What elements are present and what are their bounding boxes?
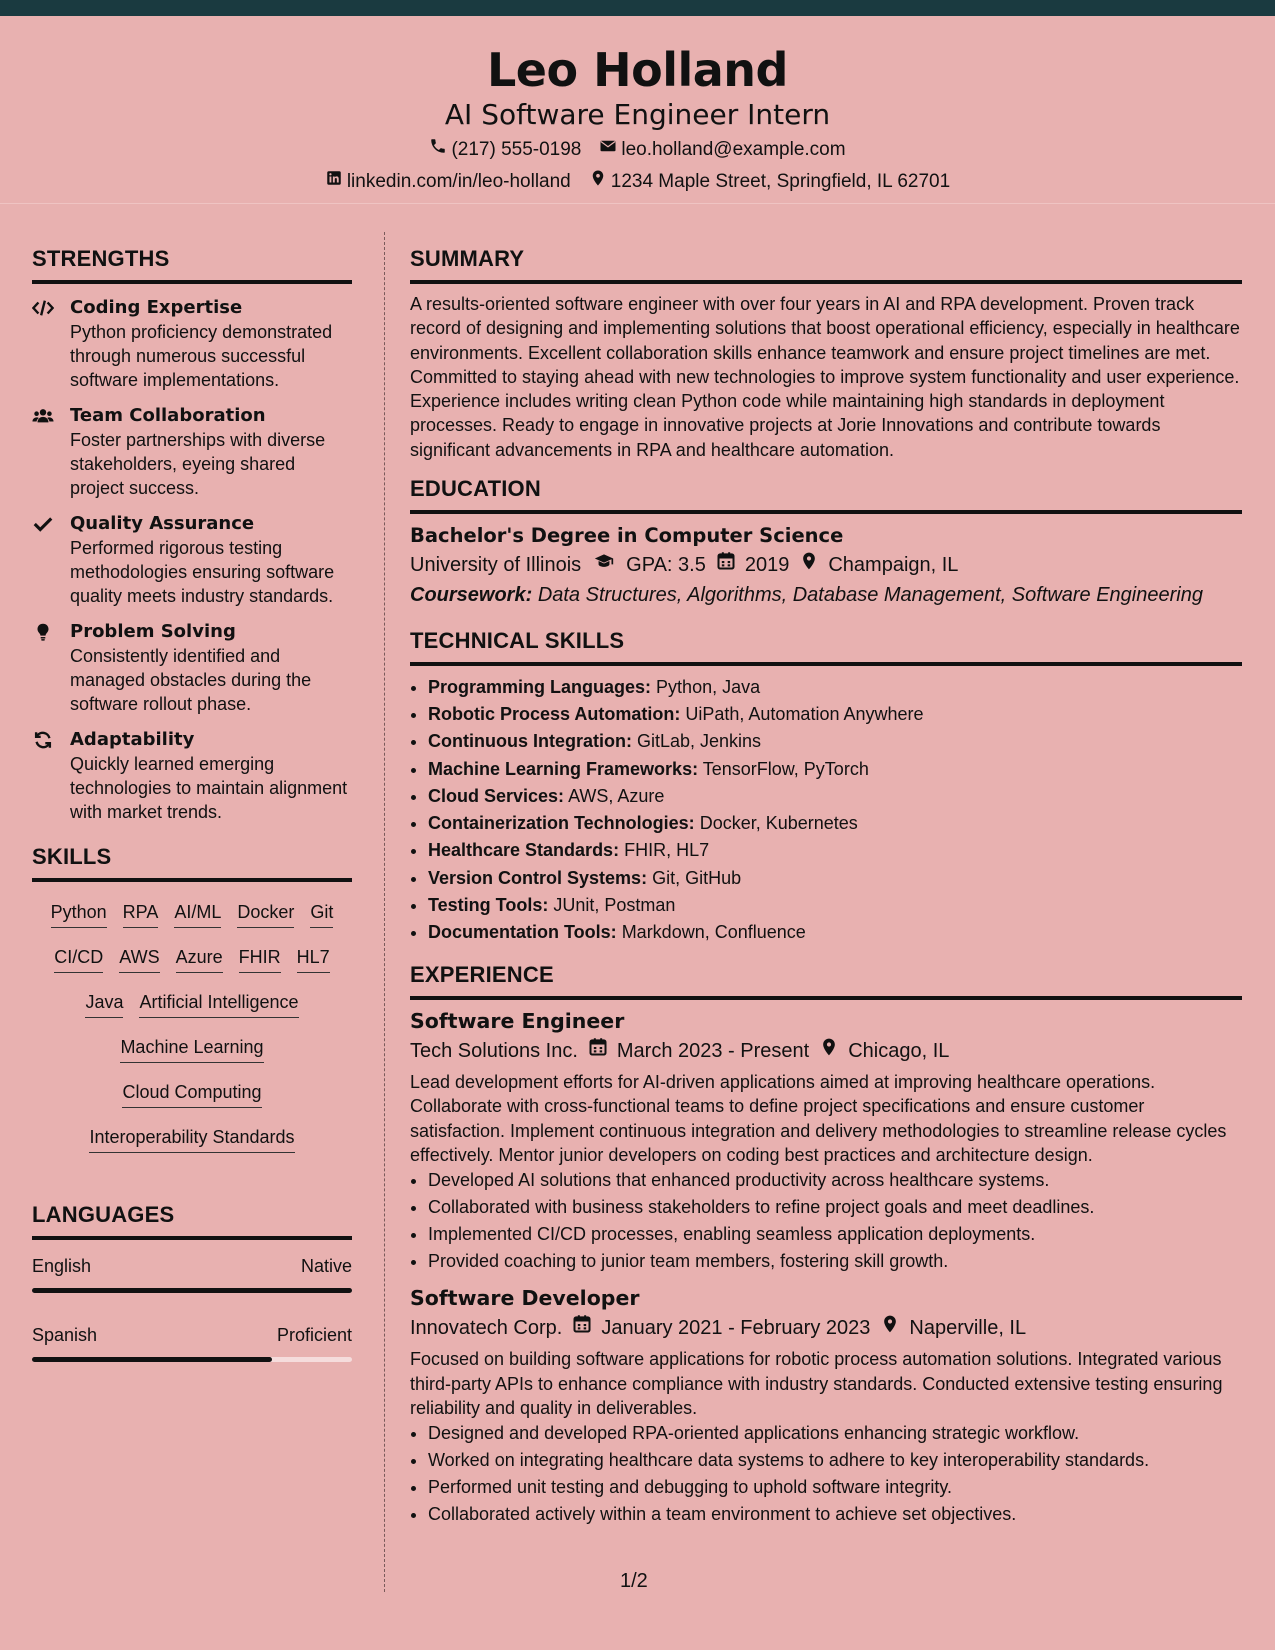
list-item: • Designed and developed RPA-oriented applications enhancing strategic workflow. <box>428 1420 1242 1447</box>
map-pin-icon <box>589 168 607 196</box>
list-item: • Implemented CI/CD processes, enabling seamless application deployments. <box>428 1221 1242 1248</box>
skill-tag: Interoperability Standards <box>89 1123 294 1153</box>
skill-tag: AI/ML <box>174 898 221 928</box>
skill-label: Robotic Process Automation: <box>428 704 681 725</box>
skills-tags <box>32 890 352 1160</box>
job-description: Focused on building software applications for robotic process automation solutions. Integrated various third-party APIs to enhance compliance with industry standards. Conducted extensive testing ensuring reliability and quality in deliverables. <box>410 1349 1223 1418</box>
graduation-cap-icon <box>591 550 617 580</box>
company-name: Tech Solutions Inc. <box>410 1040 578 1063</box>
strength-title: Problem Solving <box>70 621 236 642</box>
skill-value: Markdown, Confluence <box>621 921 806 942</box>
skill-tag: CI/CD <box>54 943 103 973</box>
skill-tag: Docker <box>237 898 294 928</box>
strength-title: Quality Assurance <box>70 513 255 534</box>
coursework-label: Coursework: <box>410 584 533 607</box>
achievements-list <box>410 1420 1242 1528</box>
column-divider <box>384 232 385 1592</box>
strength-title: Coding Expertise <box>70 297 243 318</box>
phone-icon <box>429 136 447 164</box>
contact-row-2 <box>0 168 1275 196</box>
strengths-heading: STRENGTHS <box>32 244 352 284</box>
calendar-icon <box>716 550 736 580</box>
school-name: University of Illinois <box>410 554 582 577</box>
skill-value: AWS, Azure <box>568 785 665 806</box>
skill-label: Version Control Systems: <box>428 867 648 888</box>
phone-text[interactable]: (217) 555-0198 <box>451 139 582 160</box>
code-icon <box>32 296 58 392</box>
language-name: English <box>32 1256 92 1276</box>
candidate-name: Leo Holland <box>487 43 788 97</box>
strength-title: Team Collaboration <box>70 405 266 426</box>
skill-tag: Azure <box>176 943 223 973</box>
calendar-icon <box>572 1313 592 1343</box>
graduation-year: 2019 <box>744 554 790 577</box>
list-item <box>428 837 1242 864</box>
skill-value: UiPath, Automation Anywhere <box>685 704 924 725</box>
address-contact <box>589 168 950 196</box>
strength-desc: Foster partnerships with diverse stakeholders, eyeing shared project success. <box>70 430 326 498</box>
list-item: • Worked on integrating healthcare data systems to adhere to key interoperability standards. <box>428 1447 1242 1474</box>
skill-tag: AWS <box>119 943 159 973</box>
technical-skills-section <box>410 626 1242 946</box>
check-icon <box>32 512 58 608</box>
skill-label: Containerization Technologies: <box>428 813 695 834</box>
skill-tag: Cloud Computing <box>122 1078 261 1108</box>
skill-value: Docker, Kubernetes <box>699 813 858 834</box>
location-meta <box>880 1313 1026 1343</box>
education-section <box>410 474 1242 610</box>
location-meta <box>799 550 958 580</box>
strength-item <box>32 404 352 500</box>
linkedin-text[interactable]: linkedin.com/in/leo-holland <box>346 171 571 192</box>
strength-item <box>32 296 352 392</box>
list-item: • Collaborated actively within a team environment to achieve set objectives. <box>428 1501 1242 1528</box>
achievements-list <box>410 1167 1242 1275</box>
list-item <box>428 701 1242 728</box>
skill-value: FHIR, HL7 <box>624 840 710 861</box>
candidate-title: AI Software Engineer Intern <box>444 98 831 131</box>
strength-item <box>32 512 352 608</box>
education-location: Champaign, IL <box>828 554 959 577</box>
skill-tag: Artificial Intelligence <box>139 988 298 1018</box>
list-item <box>428 756 1242 783</box>
technical-skills-heading: TECHNICAL SKILLS <box>410 626 1242 666</box>
strength-desc: Quickly learned emerging technologies to maintain alignment with market trends. <box>70 754 348 822</box>
dates-meta <box>572 1313 870 1343</box>
skill-tag: Java <box>85 988 123 1018</box>
skill-label: Testing Tools: <box>428 894 549 915</box>
list-item <box>428 919 1242 946</box>
email-text[interactable]: leo.holland@example.com <box>621 139 846 160</box>
language-level: Proficient <box>276 1325 352 1345</box>
skill-row <box>32 1070 352 1115</box>
job-description: Lead development efforts for AI-driven applications aimed at improving healthcare operations. Collaborate with cross-functional teams to define project specifications and ensure customer satisfaction. Implement continuous integration and delivery methodologies to streamline release cycles effectively. Mentor junior developers on coding best practices and architecture design. <box>410 1072 1227 1165</box>
list-item <box>428 892 1242 919</box>
language-proficiency-fill <box>32 1288 352 1293</box>
gpa-meta <box>591 550 706 580</box>
skill-label: Cloud Services: <box>428 785 565 806</box>
skill-label: Continuous Integration: <box>428 731 632 752</box>
linkedin-contact <box>325 168 571 196</box>
right-column <box>410 244 1242 1528</box>
skill-row <box>32 890 352 935</box>
skill-tag: FHIR <box>239 943 281 973</box>
language-level: Native <box>300 1256 352 1276</box>
strength-desc: Performed rigorous testing methodologies ensuring software quality meets industry standards. <box>70 538 335 606</box>
degree-title: Bachelor's Degree in Computer Science <box>410 524 844 548</box>
page-number: 1/2 <box>620 1570 648 1592</box>
skill-label: Documentation Tools: <box>428 921 617 942</box>
skill-row <box>32 935 352 980</box>
contact-row-1 <box>0 136 1275 164</box>
job-dates: March 2023 - Present <box>616 1040 810 1063</box>
experience-heading: EXPERIENCE <box>410 960 1242 1000</box>
strength-desc: Consistently identified and managed obstacles during the software rollout phase. <box>70 646 312 714</box>
skill-value: TensorFlow, PyTorch <box>702 758 869 779</box>
list-item <box>428 728 1242 755</box>
top-accent-bar <box>0 0 1275 16</box>
skill-value: JUnit, Postman <box>553 894 676 915</box>
strength-desc: Python proficiency demonstrated through numerous successful software implementations. <box>70 322 333 390</box>
skill-row <box>32 1025 352 1070</box>
language-proficiency-bar <box>32 1357 352 1362</box>
experience-section <box>410 960 1242 1528</box>
skill-value: GitLab, Jenkins <box>636 731 762 752</box>
phone-contact <box>429 136 581 164</box>
job-location: Naperville, IL <box>909 1317 1027 1340</box>
skill-row <box>32 980 352 1025</box>
refresh-icon <box>32 728 58 824</box>
summary-heading: SUMMARY <box>410 244 1242 284</box>
job-meta <box>410 1313 1242 1343</box>
skill-label: Machine Learning Frameworks: <box>428 758 699 779</box>
list-item <box>428 810 1242 837</box>
language-name: Spanish <box>32 1325 98 1345</box>
address-text: 1234 Maple Street, Springfield, IL 62701 <box>610 171 951 192</box>
job-location: Chicago, IL <box>848 1040 950 1063</box>
language-item <box>32 1254 352 1293</box>
skill-tag: HL7 <box>297 943 330 973</box>
skill-value: Python, Java <box>656 677 761 698</box>
map-pin-icon <box>880 1313 900 1343</box>
job-entry <box>410 1283 1242 1528</box>
location-meta <box>819 1036 949 1066</box>
gpa-text: GPA: 3.5 <box>626 554 706 577</box>
skill-tag: Python <box>51 898 107 928</box>
job-title: Software Developer <box>410 1286 640 1311</box>
calendar-icon <box>588 1036 608 1066</box>
list-item: • Developed AI solutions that enhanced productivity across healthcare systems. <box>428 1167 1242 1194</box>
dates-meta <box>588 1036 809 1066</box>
language-item <box>32 1323 352 1362</box>
skill-label: Programming Languages: <box>428 677 652 698</box>
strength-item <box>32 728 352 824</box>
skill-tag: RPA <box>123 898 159 928</box>
coursework <box>410 580 1242 610</box>
map-pin-icon <box>819 1036 839 1066</box>
language-proficiency-fill <box>32 1357 272 1362</box>
job-meta <box>410 1036 1242 1066</box>
skill-tag: Git <box>310 898 333 928</box>
languages-heading: LANGUAGES <box>32 1200 352 1240</box>
skill-row <box>32 1115 352 1160</box>
lightbulb-icon <box>32 620 58 716</box>
skill-label: Healthcare Standards: <box>428 840 620 861</box>
education-heading: EDUCATION <box>410 474 1242 514</box>
skill-tag: Machine Learning <box>120 1033 263 1063</box>
year-meta <box>716 550 790 580</box>
left-column <box>32 244 352 1362</box>
envelope-icon <box>599 136 617 164</box>
map-pin-icon <box>799 550 819 580</box>
email-contact <box>599 136 845 164</box>
linkedin-icon <box>325 168 343 196</box>
list-item <box>428 674 1242 701</box>
list-item <box>428 783 1242 810</box>
company-name: Innovatech Corp. <box>410 1317 563 1340</box>
strength-title: Adaptability <box>70 729 195 750</box>
skills-heading: SKILLS <box>32 842 352 882</box>
education-meta <box>410 550 1242 580</box>
users-icon <box>32 404 58 500</box>
coursework-list: Data Structures, Algorithms, Database Management, Software Engineering <box>537 584 1203 607</box>
technical-skills-list <box>410 674 1242 946</box>
resume-header <box>0 16 1275 204</box>
summary-text: A results-oriented software engineer with over four years in AI and RPA development. Proven track record of designing and implementing solutions that boost operational efficiency, especially in healthcare environments. Excellent collaboration skills enhance teamwork and ensure project timelines are met. Committed to staying ahead with new technologies to improve system functionality and user experience. Experience includes writing clean Python code while maintaining high standards in deployment processes. Ready to engage in innovative projects at Jorie Innovations and contribute towards significant advancements in RPA and healthcare automation. <box>410 294 1240 460</box>
job-title: Software Engineer <box>410 1009 625 1034</box>
job-entry <box>410 1006 1242 1275</box>
strength-item <box>32 620 352 716</box>
language-proficiency-bar <box>32 1288 352 1293</box>
skill-value: Git, GitHub <box>652 867 742 888</box>
list-item: • Provided coaching to junior team members, fostering skill growth. <box>428 1248 1242 1275</box>
list-item: • Collaborated with business stakeholders to refine project goals and meet deadlines. <box>428 1194 1242 1221</box>
list-item: • Performed unit testing and debugging to uphold software integrity. <box>428 1474 1242 1501</box>
job-dates: January 2021 - February 2023 <box>601 1317 871 1340</box>
list-item <box>428 865 1242 892</box>
